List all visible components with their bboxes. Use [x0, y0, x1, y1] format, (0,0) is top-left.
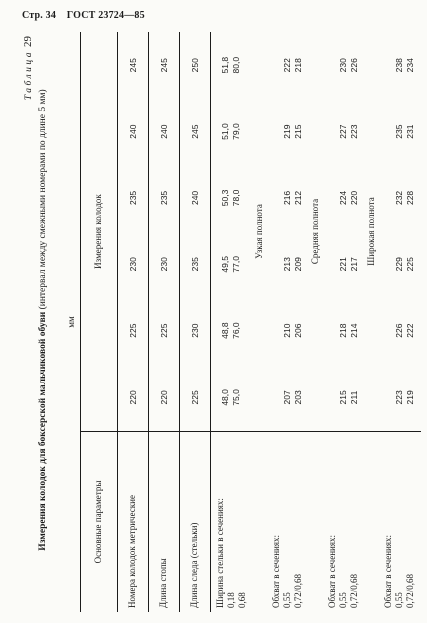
- value-cell-line: [272, 368, 283, 427]
- value-cell-line: [272, 36, 283, 94]
- page-number: Стр. 34: [22, 10, 57, 21]
- value-cell-line: 48,8: [220, 322, 230, 339]
- value-cell: [267, 98, 309, 164]
- col-header-measurements: Измерения колодок: [81, 32, 118, 432]
- table-row: [323, 32, 365, 612]
- row-label-line: 0,72/0,68: [348, 573, 359, 608]
- table-title: [38, 42, 49, 598]
- row-label: Длина следа (стельки): [180, 432, 211, 613]
- value-cell-line: [272, 169, 283, 227]
- value-cell-line: 78,0: [231, 189, 241, 207]
- value-cell-line: 80,0: [231, 56, 241, 74]
- value-cell-line: 214: [348, 323, 359, 338]
- value-cell-line: 50,3: [220, 189, 230, 207]
- value-cell-line: 210: [281, 323, 292, 338]
- row-label: [267, 432, 309, 613]
- value-cell-line: 75,0: [231, 389, 241, 406]
- value-cell-line: [328, 368, 339, 427]
- row-label-line: Обхват в сечениях:: [270, 535, 281, 608]
- value-cell: [379, 165, 421, 231]
- value-cell-line: 211: [348, 390, 359, 405]
- value-cell: 235: [180, 231, 211, 297]
- value-cell-line: 77,0: [231, 256, 241, 273]
- value-cell-line: 222: [281, 58, 292, 73]
- value-cell: 225: [149, 297, 180, 363]
- row-label-line: Ширина стельки в сечениях:: [214, 498, 225, 608]
- table-row: [379, 32, 421, 612]
- row-label: Длина стопы: [149, 432, 180, 613]
- value-cell: [211, 231, 254, 297]
- value-cell: 220: [127, 390, 138, 405]
- row-label: [323, 432, 365, 613]
- value-cell-line: 219: [281, 124, 292, 139]
- value-cell-line: 230: [337, 58, 348, 73]
- value-cell-line: 48,0: [220, 389, 230, 406]
- col-header-params: Основные параметры: [81, 432, 118, 613]
- value-cell: [323, 364, 365, 432]
- value-cell-line: [384, 36, 395, 94]
- value-cell-line: 226: [393, 323, 404, 338]
- value-cell-line: 223: [393, 390, 404, 405]
- value-cell-line: 51,8: [220, 56, 230, 74]
- value-cell: [379, 231, 421, 297]
- value-cell-line: 215: [292, 124, 303, 139]
- value-cell-line: 209: [292, 257, 303, 272]
- value-cell-line: 215: [337, 390, 348, 405]
- section-heading: Узкая полнота: [254, 204, 265, 259]
- value-cell: 225: [127, 323, 138, 338]
- value-cell-line: [272, 301, 283, 359]
- value-cell-line: 238: [393, 58, 404, 73]
- value-cell-line: 51,0: [220, 123, 230, 140]
- value-cell-line: 219: [404, 390, 415, 405]
- table-body: [118, 32, 422, 612]
- value-cell-line: 212: [292, 190, 303, 206]
- value-cell-line: 216: [281, 190, 292, 206]
- value-cell: [379, 98, 421, 164]
- value-cell-line: [328, 102, 339, 160]
- value-cell: 240: [149, 98, 180, 164]
- value-cell: [267, 32, 309, 98]
- row-label: Номера колодок метрические: [118, 432, 149, 613]
- measurement-table: [80, 32, 421, 612]
- value-cell: 245: [127, 58, 138, 73]
- value-cell: 235: [127, 190, 138, 206]
- value-cell-line: [328, 36, 339, 94]
- title-main: Измерения колодок для боксерской мальчиковой обуви: [38, 311, 48, 551]
- value-cell-line: 235: [393, 124, 404, 139]
- value-cell-line: [384, 169, 395, 227]
- value-cell: 245: [180, 98, 211, 164]
- value-cell-line: [272, 235, 283, 293]
- value-cell-line: [384, 235, 395, 293]
- value-cell: [211, 297, 254, 363]
- row-label-line: 0,55: [281, 592, 292, 608]
- value-cell-line: 49,5: [220, 256, 230, 273]
- value-cell: [267, 364, 309, 432]
- value-cell: [211, 32, 254, 98]
- value-cell-line: 76,0: [231, 322, 241, 339]
- value-cell: 230: [149, 231, 180, 297]
- value-cell: 235: [149, 165, 180, 231]
- section-heading-row: [309, 32, 323, 612]
- row-label: [379, 432, 421, 613]
- value-cell-line: [384, 102, 395, 160]
- table-row: [180, 32, 211, 612]
- value-cell-line: [328, 301, 339, 359]
- value-cell-line: 226: [348, 58, 359, 73]
- value-cell: [323, 231, 365, 297]
- value-cell-line: [328, 235, 339, 293]
- value-cell-line: 217: [348, 257, 359, 272]
- row-label-line: 0,55: [337, 592, 348, 608]
- value-cell-line: 223: [348, 124, 359, 139]
- value-cell: [211, 98, 254, 164]
- row-label-line: Обхват в сечениях:: [326, 535, 337, 608]
- value-cell: [379, 32, 421, 98]
- empty-cell: [253, 432, 267, 613]
- value-cell-line: 213: [281, 257, 292, 272]
- value-cell-line: 225: [404, 257, 415, 272]
- value-cell-line: 229: [393, 257, 404, 272]
- value-cell-line: 203: [292, 390, 303, 405]
- value-cell: [211, 165, 254, 231]
- standard-code: ГОСТ 23724—85: [66, 10, 145, 21]
- value-cell: 240: [180, 165, 211, 231]
- value-cell: 225: [180, 364, 211, 432]
- table-number: 29: [22, 36, 34, 47]
- section-heading-row: [253, 32, 267, 612]
- row-label-line: 0,68: [236, 592, 247, 608]
- title-sub: (интервал между смежными номерами по длине 5 мм): [38, 89, 48, 310]
- value-cell-line: 222: [404, 323, 415, 338]
- table-caption: [22, 36, 34, 100]
- value-cell-line: 79,0: [231, 123, 241, 140]
- row-label-line: Обхват в сечениях:: [382, 535, 393, 608]
- table-label: Таблица: [24, 50, 34, 101]
- value-cell-line: 232: [393, 190, 404, 206]
- value-cell: 220: [149, 364, 180, 432]
- page-header: [22, 10, 422, 21]
- value-cell-line: [384, 368, 395, 427]
- value-cell-line: [384, 301, 395, 359]
- empty-cell: [309, 432, 323, 613]
- value-cell: [267, 165, 309, 231]
- section-heading: Средняя полнота: [310, 198, 321, 265]
- value-cell-line: 227: [337, 124, 348, 139]
- row-label-line: 0,55: [393, 592, 404, 608]
- value-cell-line: 234: [404, 58, 415, 73]
- value-cell: [379, 364, 421, 432]
- value-cell-line: 221: [337, 257, 348, 272]
- value-cell-line: 206: [292, 323, 303, 338]
- value-cell-line: 228: [404, 190, 415, 206]
- value-cell: [323, 32, 365, 98]
- value-cell-line: [328, 169, 339, 227]
- value-cell-line: 218: [337, 323, 348, 338]
- empty-cell: [365, 432, 379, 613]
- value-cell: 230: [127, 257, 138, 272]
- table-row: [149, 32, 180, 612]
- table-row: [211, 32, 254, 612]
- value-cell: [211, 364, 254, 432]
- unit-label: мм: [66, 316, 76, 328]
- value-cell: 230: [180, 297, 211, 363]
- table-row: [267, 32, 309, 612]
- value-cell: 250: [180, 32, 211, 98]
- value-cell-line: 218: [292, 58, 303, 73]
- value-cell: 240: [127, 124, 138, 139]
- row-label-line: 0,18: [225, 592, 236, 608]
- value-cell-line: 220: [348, 190, 359, 206]
- value-cell-line: 231: [404, 124, 415, 139]
- row-label-line: 0,72/0,68: [404, 573, 415, 608]
- row-label-line: 0,72/0,68: [292, 573, 303, 608]
- row-label: [211, 432, 254, 613]
- table-row: [118, 32, 149, 612]
- value-cell: [323, 165, 365, 231]
- value-cell: 245: [149, 32, 180, 98]
- value-cell: [379, 297, 421, 363]
- value-cell-line: 207: [281, 390, 292, 405]
- value-cell: [323, 98, 365, 164]
- value-cell: [267, 231, 309, 297]
- value-cell: [267, 297, 309, 363]
- value-cell-line: 224: [337, 190, 348, 206]
- section-heading: Широкая полнота: [366, 197, 377, 266]
- value-cell-line: [272, 102, 283, 160]
- section-heading-row: [365, 32, 379, 612]
- value-cell: [323, 297, 365, 363]
- rotated-table-page: [18, 32, 415, 612]
